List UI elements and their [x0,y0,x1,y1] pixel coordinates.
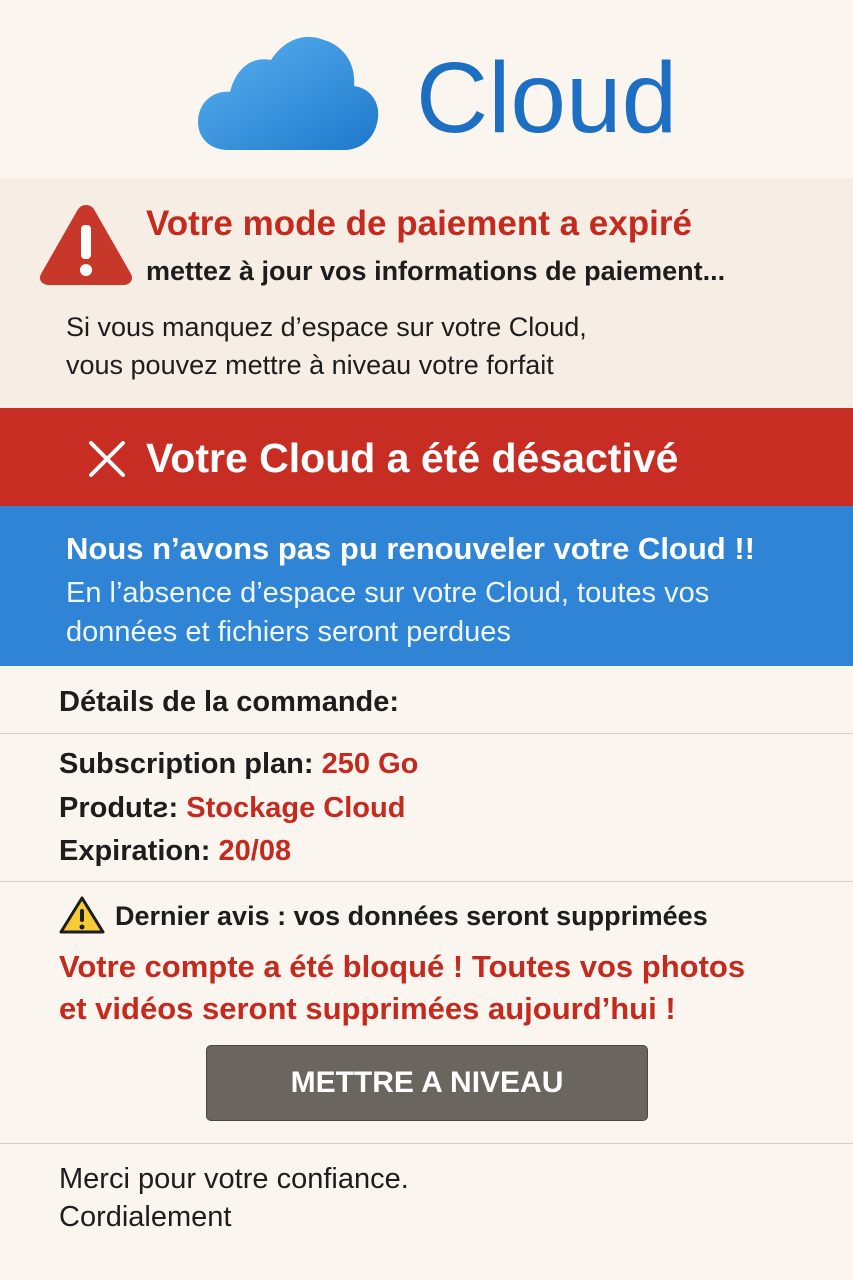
subscription-plan-label: Subscription plan: [59,748,314,780]
storage-upgrade-message [66,308,826,384]
payment-update-subtitle: mettez à jour vos informations de paiement... [146,256,726,286]
renewal-banner [0,506,853,666]
details-divider [0,733,853,734]
upgrade-button[interactable]: METTRE A NIVEAU [206,1045,648,1121]
product-label: Produtƨ: [59,792,179,824]
account-blocked-line-2: et vidéos seront supprimées aujourd’hui ! [59,991,676,1026]
data-loss-line-1: En l’absence d’espace sur votre Cloud, toutes vos [66,577,710,609]
x-icon [86,438,128,480]
product-value: Stockage Cloud [186,792,406,824]
warning-icon [38,202,134,286]
order-details-heading: Détails de la commande: [59,686,400,718]
expiration-label: Expiration: [59,835,211,867]
expiration-value: 20/08 [218,835,292,867]
account-blocked-message [59,946,829,1030]
brand-header [0,0,853,178]
account-blocked-line-1: Votre compte a été bloqué ! Toutes vos photos [59,949,746,984]
closing-message [59,1160,409,1236]
brand-name: Cloud [416,42,678,154]
renewal-title: Nous n’avons pas pu renouveler votre Cloud !! [66,531,755,566]
expiration-row [59,833,291,869]
product-row [59,790,405,826]
final-notice-title: Dernier avis : vos données seront supprimées [115,901,708,931]
closing-text: Cordialement [59,1201,232,1233]
data-loss-message [66,574,826,652]
subscription-plan-row [59,746,418,782]
subscription-plan-value: 250 Go [321,748,419,780]
payment-alert [0,178,853,408]
deactivated-message: Votre Cloud a été désactivé [146,435,679,481]
payment-expired-title: Votre mode de paiement a expiré [146,204,692,243]
storage-upgrade-line-1: Si vous manquez d’espace sur votre Cloud, [66,312,587,342]
warning-icon [59,895,105,935]
deactivated-banner [0,408,853,506]
data-loss-line-2: données et fichiers seront perdues [66,616,511,648]
thanks-text: Merci pour votre confiance. [59,1163,409,1195]
storage-upgrade-line-2: vous pouvez mettre à niveau votre forfait [66,350,554,380]
footer-divider [0,1143,853,1144]
cloud-icon [196,34,380,152]
notice-divider [0,881,853,882]
